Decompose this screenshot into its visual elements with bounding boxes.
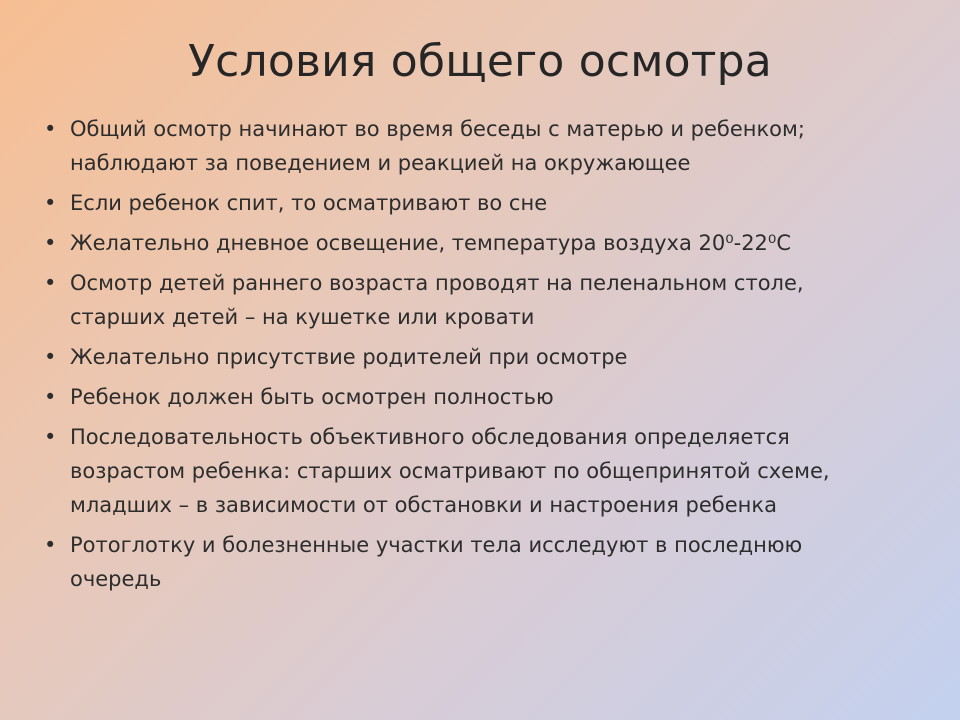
bullet-text: Ротоглотку и болезненные участки тела исследуют в последнюю очередь <box>70 533 803 591</box>
bullet-text: Желательно дневное освещение, температура воздуха 20⁰-22⁰С <box>70 231 792 255</box>
bullet-text: Ребенок должен быть осмотрен полностью <box>70 385 554 409</box>
bullet-item <box>40 112 900 180</box>
bullet-text: Последовательность объективного обследования определяется возрастом ребенка: старших осматривают по общепринятой схеме, младших – в зависимости от обстановки и настроения ребенка <box>70 425 830 517</box>
bullet-item <box>40 340 900 374</box>
bullet-list <box>40 112 900 602</box>
bullet-dot-icon: • <box>44 231 57 255</box>
bullet-item <box>40 226 900 260</box>
bullet-dot-icon: • <box>44 271 57 295</box>
bullet-text: Общий осмотр начинают во время беседы с матерью и ребенком; наблюдают за поведением и реакцией на окружающее <box>70 117 805 175</box>
bullet-item <box>40 380 900 414</box>
bullet-text: Осмотр детей раннего возраста проводят на пеленальном столе, старших детей – на кушетке или кровати <box>70 271 804 329</box>
bullet-dot-icon: • <box>44 345 57 369</box>
bullet-item <box>40 266 900 334</box>
bullet-dot-icon: • <box>44 385 57 409</box>
bullet-dot-icon: • <box>44 191 57 215</box>
bullet-text: Если ребенок спит, то осматривают во сне <box>70 191 548 215</box>
bullet-dot-icon: • <box>44 117 57 141</box>
bullet-item <box>40 186 900 220</box>
bullet-dot-icon: • <box>44 425 57 449</box>
bullet-text: Желательно присутствие родителей при осмотре <box>70 345 628 369</box>
bullet-item <box>40 528 900 596</box>
slide-title: Условия общего осмотра <box>188 36 772 87</box>
bullet-item <box>40 420 900 522</box>
bullet-dot-icon: • <box>44 533 57 557</box>
